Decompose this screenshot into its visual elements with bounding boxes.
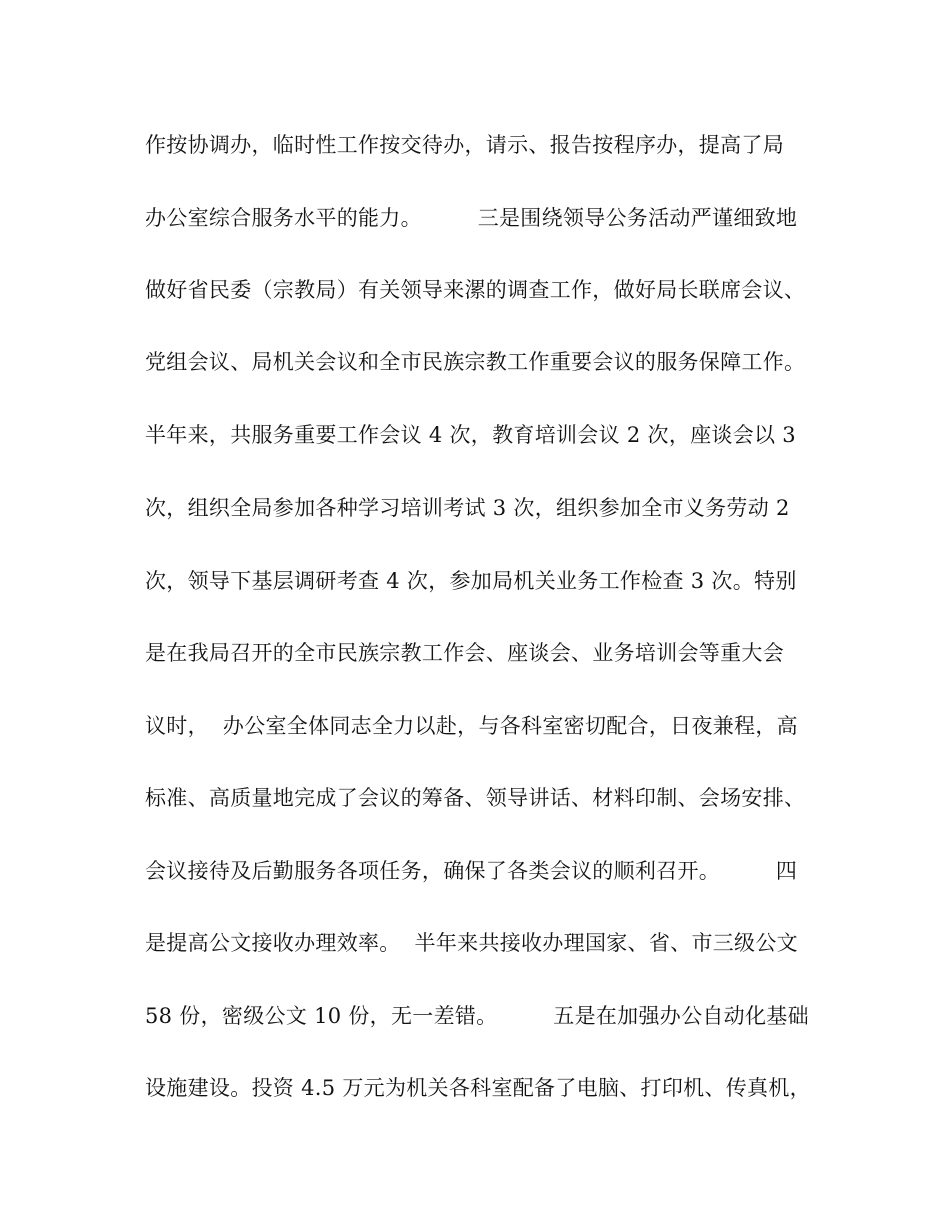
body-text-line: 58 份，密级公文 10 份，无一差错。 五是在加强办公自动化基础 (145, 1004, 809, 1028)
body-text-line: 次，组织全局参加各种学习培训考试 3 次，组织参加全市义务劳动 2 (145, 496, 790, 520)
body-text-line: 标准、高质量地完成了会议的筹备、领导讲话、材料印制、会场安排、 (145, 786, 806, 810)
body-text-line: 办公室综合服务水平的能力。 三是围绕领导公务活动严谨细致地 (145, 206, 798, 230)
body-text-line: 半年来，共服务重要工作会议 4 次，教育培训会议 2 次，座谈会以 3 (145, 423, 796, 447)
body-text-line: 党组会议、局机关会议和全市民族宗教工作重要会议的服务保障工作。 (145, 350, 806, 374)
body-text-line: 作按协调办，临时性工作按交待办，请示、报告按程序办，提高了局 (145, 133, 784, 157)
body-text-line: 设施建设。投资 4.5 万元为机关各科室配备了电脑、打印机、传真机， (145, 1076, 811, 1100)
body-text-line: 是在我局召开的全市民族宗教工作会、座谈会、业务培训会等重大会 (145, 641, 784, 665)
body-text-line: 会议接待及后勤服务各项任务，确保了各类会议的顺利召开。 四 (145, 859, 798, 883)
body-text-line: 做好省民委（宗教局）有关领导来漯的调查工作，做好局长联席会议、 (145, 278, 806, 302)
body-text-line: 次，领导下基层调研考查 4 次，参加局机关业务工作检查 3 次。特别 (145, 569, 797, 593)
body-text-line: 议时， 办公室全体同志全力以赴，与各科室密切配合，日夜兼程，高 (145, 714, 798, 738)
body-text-line: 是提高公文接收办理效率。 半年来共接收办理国家、省、市三级公文 (145, 931, 798, 955)
